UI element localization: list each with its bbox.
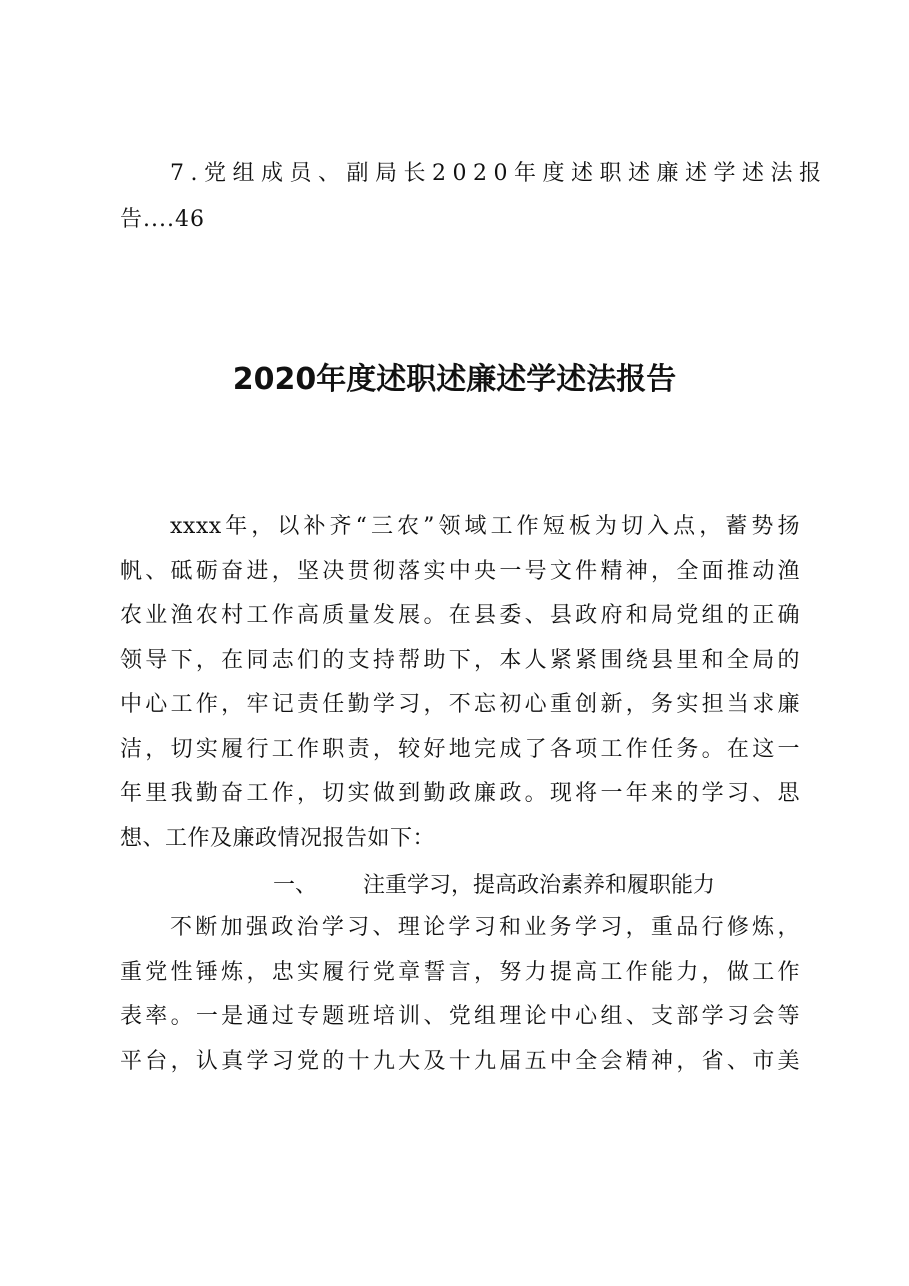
section-heading: [273, 868, 715, 903]
paragraph-line: 领导下，在同志们的支持帮助下，本人紧紧围绕县里和全局的: [120, 647, 800, 673]
toc-entry-line-2: 告....46: [120, 207, 205, 232]
document-title: 2020年度述职述廉述学述法报告: [232, 362, 677, 397]
paragraph-line: xxxx年，以补齐“三农”领域工作短板为切入点，蓄势扬: [170, 514, 800, 539]
toc-entry-line-1: 7.党组成员、副局长2020年度述职述廉述学述法报: [170, 161, 828, 186]
paragraph-line: 平台，认真学习党的十九大及十九届五中全会精神，省、市美: [120, 1048, 800, 1074]
paragraph-line: 重党性锤炼，忠实履行党章誓言，努力提高工作能力，做工作: [120, 959, 800, 985]
section-heading-text: 注重学习，提高政治素养和履职能力: [363, 873, 716, 898]
paragraph-line: 帆、砥砺奋进，坚决贯彻落实中央一号文件精神，全面推动渔: [120, 558, 800, 584]
paragraph-line: 想、工作及廉政情况报告如下：: [120, 825, 436, 851]
section-number: 一、: [273, 873, 318, 898]
paragraph-line: 中心工作，牢记责任勤学习，不忘初心重创新，务实担当求廉: [120, 692, 800, 717]
paragraph-line: 洁，切实履行工作职责，较好地完成了各项工作任务。在这一: [120, 736, 800, 762]
paragraph-line: 不断加强政治学习、理论学习和业务学习，重品行修炼，: [170, 915, 800, 940]
intro-paragraph: [120, 505, 800, 861]
paragraph-line: 农业渔农村工作高质量发展。在县委、县政府和局党组的正确: [120, 603, 800, 628]
paragraph-line: 年里我勤奋工作，切实做到勤政廉政。现将一年来的学习、思: [120, 781, 800, 806]
section-paragraph: [120, 906, 800, 1084]
paragraph-line: 表率。一是通过专题班培训、党组理论中心组、支部学习会等: [120, 1004, 800, 1029]
